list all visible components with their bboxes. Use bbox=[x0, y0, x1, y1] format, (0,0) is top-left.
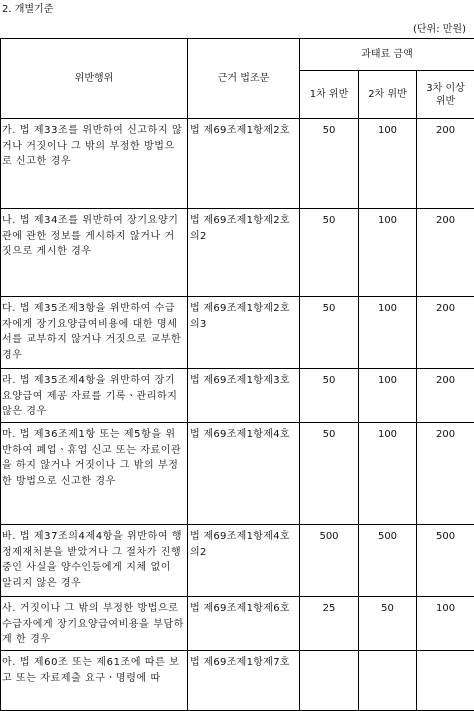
table-row bbox=[1, 651, 474, 711]
header-third: 3차 이상 위반 bbox=[417, 71, 474, 119]
third-fine-cell: 200 bbox=[417, 297, 474, 369]
first-fine-cell: 50 bbox=[300, 209, 359, 297]
table-row bbox=[1, 597, 474, 651]
violation-cell: 나. 법 제34조를 위반하여 장기요양기관에 관한 정보를 게시하지 않거나 거짓으로 게시한 경우 bbox=[1, 209, 188, 297]
third-fine-cell: 200 bbox=[417, 369, 474, 423]
table-row bbox=[1, 209, 474, 297]
first-fine-cell: 50 bbox=[300, 119, 359, 209]
header-second: 2차 위반 bbox=[359, 71, 417, 119]
violation-cell: 다. 법 제35조제3항을 위반하여 수급자에게 장기요양급여비용에 대한 명세서를 교부하지 않거나 거짓으로 교부한 경우 bbox=[1, 297, 188, 369]
law-cell: 법 제69조제1항제2호의3 bbox=[188, 297, 300, 369]
first-fine-cell: 50 bbox=[300, 297, 359, 369]
violation-cell: 마. 법 제36조제1항 또는 제5항을 위반하여 폐업ㆍ휴업 신고 또는 자료이관을 하지 않거나 거짓이나 그 밖의 부정한 방법으로 신고한 경우 bbox=[1, 423, 188, 525]
third-fine-cell: 100 bbox=[417, 597, 474, 651]
first-fine-cell bbox=[300, 651, 359, 711]
second-fine-cell: 500 bbox=[359, 525, 417, 597]
law-cell: 법 제69조제1항제2호의2 bbox=[188, 209, 300, 297]
violation-cell: 사. 거짓이나 그 밖의 부정한 방법으로 수급자에게 장기요양급여비용을 부담하게 한 경우 bbox=[1, 597, 188, 651]
second-fine-cell bbox=[359, 651, 417, 711]
second-fine-cell: 100 bbox=[359, 297, 417, 369]
third-fine-cell: 200 bbox=[417, 119, 474, 209]
unit-note: (단위: 만원) bbox=[413, 20, 466, 35]
law-cell: 법 제69조제1항제6호 bbox=[188, 597, 300, 651]
law-cell: 법 제69조제1항제4호 bbox=[188, 423, 300, 525]
law-cell: 법 제69조제1항제7호 bbox=[188, 651, 300, 711]
violation-cell: 가. 법 제33조를 위반하여 신고하지 않거나 거짓이나 그 밖의 부정한 방법으로 신고한 경우 bbox=[1, 119, 188, 209]
header-violation: 위반행위 bbox=[1, 39, 188, 119]
violation-cell: 아. 법 제60조 또는 제61조에 따른 보고 또는 자료제출 요구ㆍ명령에 따 bbox=[1, 651, 188, 711]
law-cell: 법 제69조제1항제4호의2 bbox=[188, 525, 300, 597]
first-fine-cell: 25 bbox=[300, 597, 359, 651]
third-fine-cell: 200 bbox=[417, 423, 474, 525]
second-fine-cell: 100 bbox=[359, 423, 417, 525]
law-cell: 법 제69조제1항제3호 bbox=[188, 369, 300, 423]
table-row bbox=[1, 369, 474, 423]
second-fine-cell: 100 bbox=[359, 209, 417, 297]
first-fine-cell: 50 bbox=[300, 369, 359, 423]
header-first: 1차 위반 bbox=[300, 71, 359, 119]
table-row bbox=[1, 297, 474, 369]
header-fine-group: 과태료 금액 bbox=[300, 39, 474, 71]
violation-cell: 라. 법 제35조제4항을 위반하여 장기요양급여 제공 자료를 기록ㆍ관리하지 않은 경우 bbox=[1, 369, 188, 423]
second-fine-cell: 50 bbox=[359, 597, 417, 651]
fine-table bbox=[0, 38, 474, 711]
second-fine-cell: 100 bbox=[359, 119, 417, 209]
table-row bbox=[1, 423, 474, 525]
law-cell: 법 제69조제1항제2호 bbox=[188, 119, 300, 209]
table-row bbox=[1, 119, 474, 209]
third-fine-cell: 500 bbox=[417, 525, 474, 597]
first-fine-cell: 50 bbox=[300, 423, 359, 525]
second-fine-cell: 100 bbox=[359, 369, 417, 423]
table-row bbox=[1, 525, 474, 597]
third-fine-cell: 200 bbox=[417, 209, 474, 297]
section-heading: 2. 개별기준 bbox=[2, 0, 53, 15]
first-fine-cell: 500 bbox=[300, 525, 359, 597]
third-fine-cell bbox=[417, 651, 474, 711]
violation-cell: 바. 법 제37조의4제4항을 위반하여 행정제재처분을 받았거나 그 절차가 진행 중인 사실을 양수인등에게 지체 없이 알리지 않은 경우 bbox=[1, 525, 188, 597]
header-law: 근거 법조문 bbox=[188, 39, 300, 119]
